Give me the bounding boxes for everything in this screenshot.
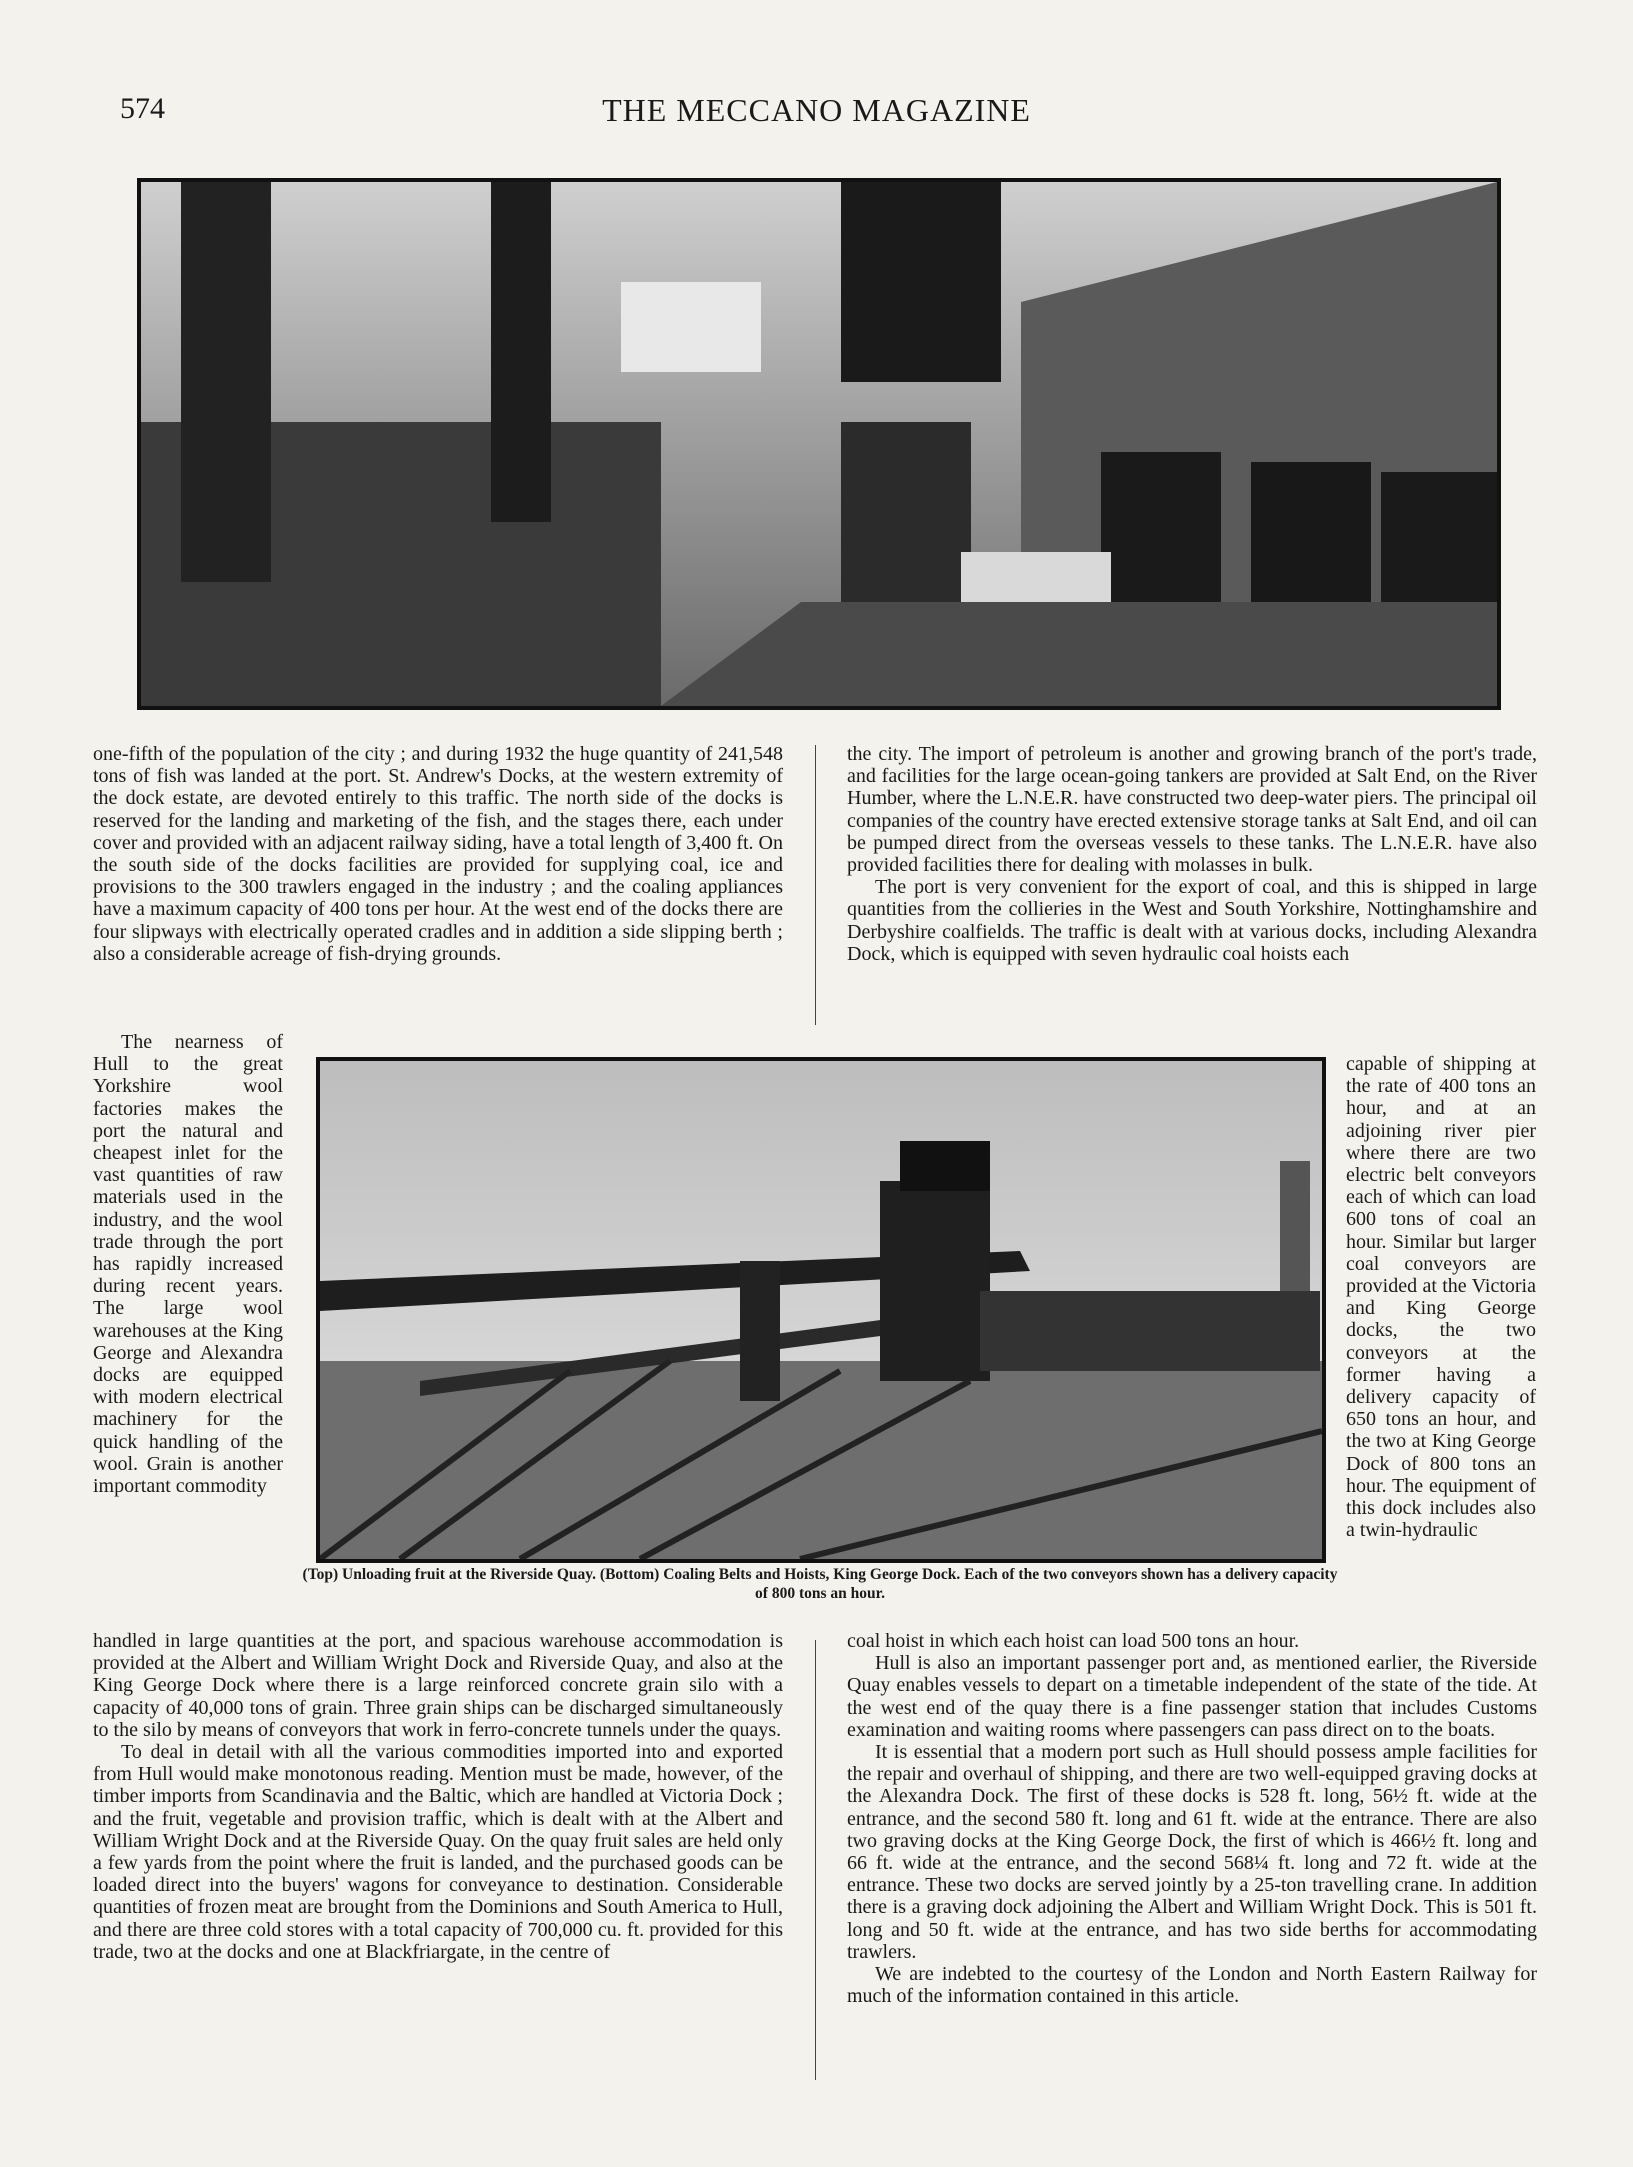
paragraph: capable of shipping at the rate of 400 tons an hour, and at an adjoining river pier where there are two electric belt conveyors each of which can load 600 tons of coal an hour. Similar but larger coal conveyors are provided at the Victoria and King George docks, the two conveyors at the former having a delivery capacity of 650 tons an hour, and the two at King George Dock of 800 tons an hour. The equipment of this dock includes also a twin-hydraulic (1346, 1053, 1536, 1542)
photo-unloading-fruit-icon (141, 182, 1497, 706)
paragraph: To deal in detail with all the various commodities imported into and exported from Hull would make monotonous reading. Mention must be made, however, of the timber imports from Scandinavia and the Baltic, which are handled at Victoria Dock ; and the fruit, vegetable and provision traffic, which is dealt with at the Albert and William Wright Dock and at the Riverside Quay. On the quay fruit sales are held only a few yards from the point where the fruit is landed, and the purchased goods can be loaded direct into the buyers' wagons for conveyance to destination. Considerable quantities of frozen meat are brought from the Dominions and South America to Hull, and there are three cold stores with a total capacity of 700,000 cu. ft. provided for this trade, two at the docks and one at Blackfriargate, in the centre of (93, 1741, 783, 1963)
left-column-top (93, 743, 783, 965)
photo-coaling-belts (316, 1057, 1326, 1563)
paragraph: Hull is also an important passenger port and, as mentioned earlier, the Riverside Quay enables vessels to depart on a timetable independent of the state of the tide. At the west end of the quay there is a fine passenger station that includes Customs examination and waiting rooms where passengers can pass direct on to the boats. (847, 1652, 1537, 1741)
photo-caption: (Top) Unloading fruit at the Riverside Quay. (Bottom) Coaling Belts and Hoists, King George Dock. Each of the two conveyors shown has a delivery capacity of 800 tons an hour. (302, 1566, 1338, 1602)
paragraph: coal hoist in which each hoist can load 500 tons an hour. (847, 1630, 1300, 1652)
right-column-top (847, 743, 1537, 965)
narrow-right-column (1346, 1053, 1536, 1541)
right-column-bottom (847, 1630, 1537, 2007)
photo-unloading-fruit (137, 178, 1501, 710)
paragraph: one-fifth of the population of the city ; and during 1932 the huge quantity of 241,548 tons of fish was landed at the port. St. Andrew's Docks, at the western extremity of the dock estate, are devoted entirely to this traffic. The north side of the docks is reserved for the landing and marketing of the fish, and the stages there, each under cover and provided with an adjacent railway siding, have a total length of 3,400 ft. On the south side of the docks facilities are provided for supplying coal, ice and provisions to the 300 trawlers engaged in the industry ; and the coaling appliances have a maximum capacity of 400 tons per hour. At the west end of the docks there are four slipways with electrically operated cradles and in addition a side slipping berth ; also a considerable acreage of fish-drying grounds. (93, 743, 783, 965)
column-rule (815, 745, 816, 1025)
left-column-bottom (93, 1630, 783, 1963)
paragraph: the city. The import of petroleum is another and growing branch of the port's trade, and facilities for the large ocean-going tankers are provided at Salt End, on the River Humber, where the L.N.E.R. have constructed two deep-water piers. The principal oil companies of the country have erected extensive storage tanks at Salt End, and oil can be pumped direct from the overseas vessels to these tanks. The L.N.E.R. have also provided facilities there for dealing with molasses in bulk. (847, 743, 1537, 877)
paragraph: The nearness of Hull to the great Yorkshire wool factories makes the port the natural and cheapest inlet for the vast quantities of raw materials used in the industry, and the wool trade through the port has rapidly increased during recent years. The large wool warehouses at the King George and Alexandra docks are equipped with modern electrical machinery for the quick handling of the wool. Grain is another important commodity (93, 1031, 283, 1498)
paragraph: We are indebted to the courtesy of the London and North Eastern Railway for much of the information contained in this article. (847, 1963, 1537, 2008)
page-header (0, 92, 1633, 142)
paragraph: The port is very convenient for the export of coal, and this is shipped in large quantities from the collieries in the West and South Yorkshire, Nottinghamshire and Derbyshire coalfields. The traffic is dealt with at various docks, including Alexandra Dock, which is equipped with seven hydraulic coal hoists each (847, 876, 1537, 965)
magazine-title: THE MECCANO MAGAZINE (602, 92, 1031, 128)
photo-coaling-belts-icon (320, 1061, 1322, 1559)
narrow-left-column (93, 1031, 283, 1497)
paragraph: It is essential that a modern port such as Hull should possess ample facilities for the repair and overhaul of shipping, and there are two well-equipped graving docks at the Alexandra Dock. The first of these docks is 528 ft. long, 56½ ft. wide at the entrance, and the second 580 ft. long and 61 ft. wide at the entrance. There are also two graving docks at the King George Dock, the first of which is 466½ ft. long and 66 ft. wide at the entrance, and the second 568¼ ft. long and 72 ft. wide at the entrance. These two docks are served jointly by a 25-ton travelling crane. In addition there is a graving dock adjoining the Albert and William Wright Dock. This is 501 ft. long and 50 ft. wide at the entrance, and has two side berths for accommodating trawlers. (847, 1741, 1537, 1963)
column-rule (815, 1640, 816, 2080)
paragraph: handled in large quantities at the port, and spacious warehouse accommodation is provided at the Albert and William Wright Dock and Riverside Quay, and also at the King George Dock where there is a large reinforced concrete grain silo with a capacity of 40,000 tons of grain. Three grain ships can be discharged simultaneously to the silo by means of conveyors that work in ferro-concrete tunnels under the quays. (93, 1630, 783, 1741)
page-number: 574 (120, 92, 165, 125)
